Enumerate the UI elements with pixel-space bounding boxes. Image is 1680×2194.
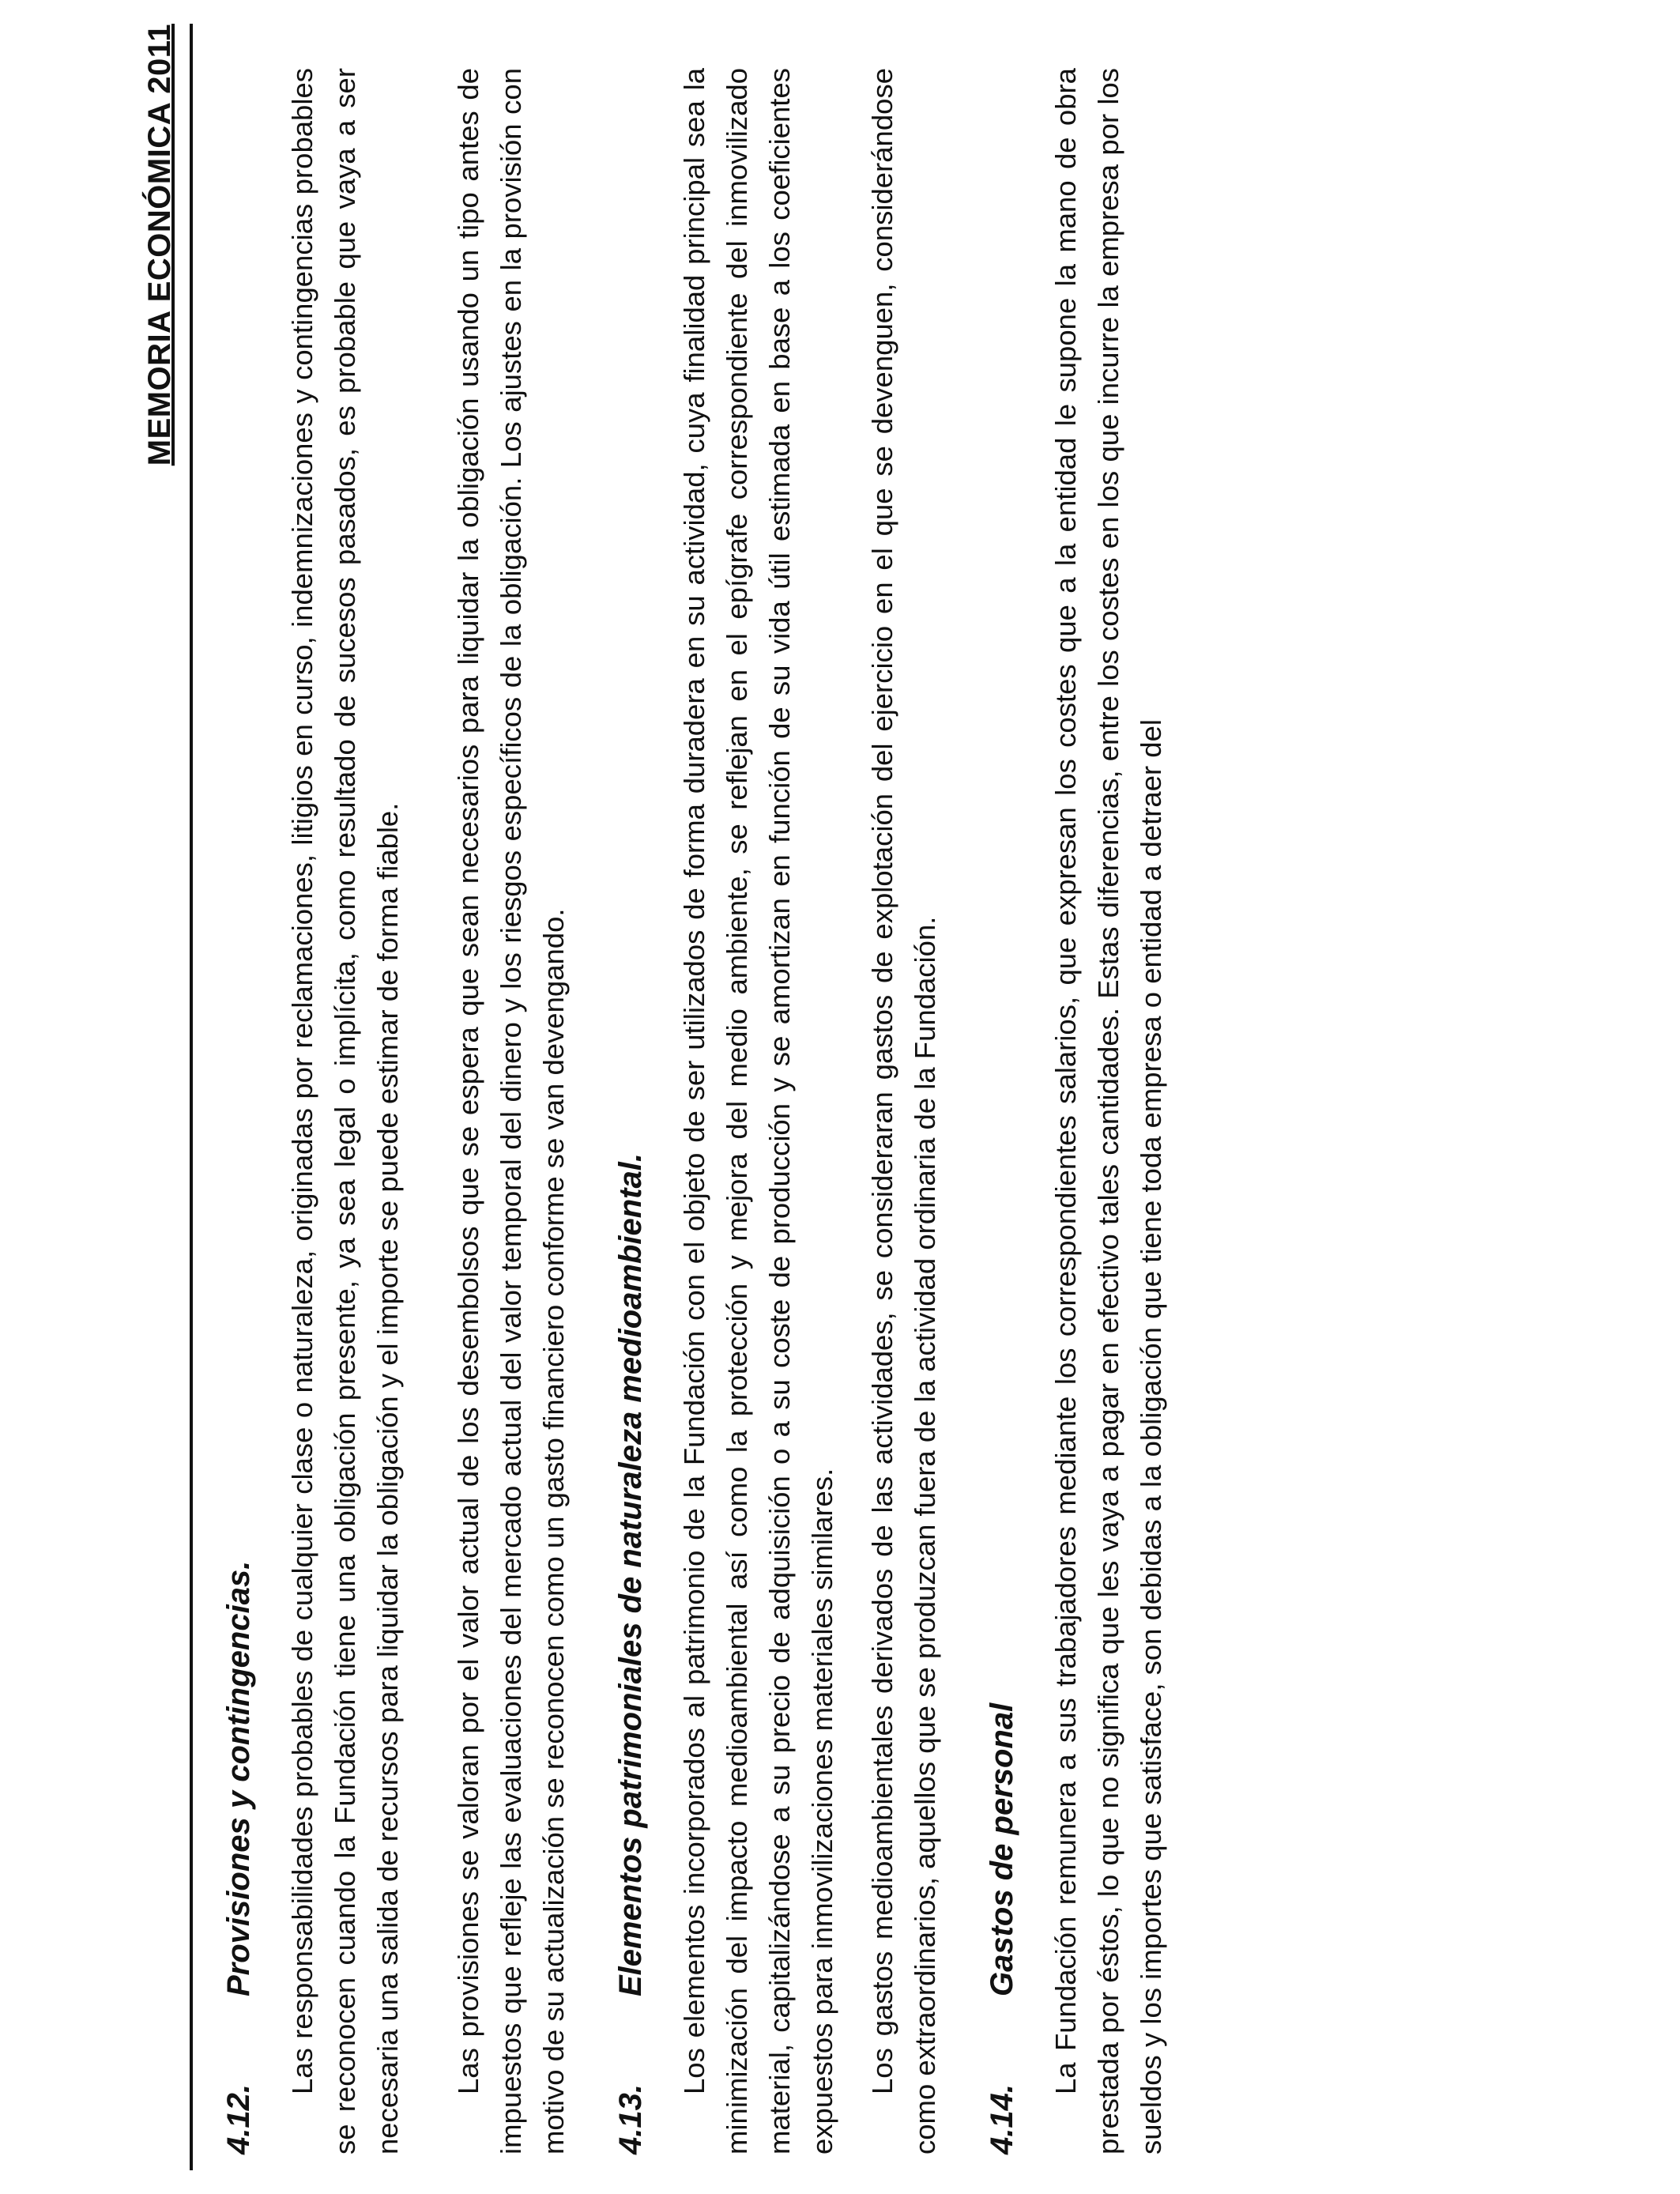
paragraph: Las provisiones se valoran por el valor actual de los desembolsos que se espera que sean necesarios para liquidar la obligación usando un tipo antes de impuestos que refleje las evaluaciones del mercado actual del valor temporal del dinero y los riesgos específicos de la obligación. Los ajustes en la provisión con motivo de su actualización se reconocen como un gasto financiero conforme se van devengando. [452,68,570,2154]
paragraph: Los elementos incorporados al patrimonio de la Fundación con el objeto de ser utilizados de forma duradera en su actividad, cuya finalidad principal sea la minimización del impacto medioambiental así como la protección y mejora del medio ambiente, se reflejan en el epígrafe correspondiente del inmovilizado material, capitalizándose a su precio de adquisición o a su coste de producción y se amortizan en función de su vida útil estimada en base a los coeficientes expuestos para inmovilizaciones materiales similares. [678,68,838,2154]
paragraph: Las responsabilidades probables de cualquier clase o naturaleza, originadas por reclamaciones, litigios en curso, indemnizaciones y contingencias probables se reconocen cuando la Fundación tiene una obligación presente, ya sea legal o implícita, como resultado de sucesos pasados, es probable que vaya a ser necesaria una salida de recursos para liquidar la obligación y el importe se puede estimar de forma fiable. [286,68,404,2154]
header-rule [190,24,193,2170]
section-heading [613,68,653,2154]
section-gastos-personal [985,68,1173,2154]
page-content [221,68,1211,2154]
section-title: Gastos de personal [985,1702,1019,1996]
section-medioambiental [613,68,947,2154]
section-heading [985,68,1024,2154]
paragraph: La Fundación remunera a sus trabajadores mediante los correspondientes salarios, que expresan los costes que a la entidad le supone la mano de obra prestada por éstos, lo que no significa que les vaya a pagar en efectivo tales cantidades. Estas diferencias, entre los costes en los que incurre la empresa por los sueldos y los importes que satisface, son debidas a la obligación que tiene toda empresa o entidad a detraer del [1049,68,1167,2154]
section-title: Provisiones y contingencias. [221,1560,256,1996]
section-number: 4.14. [985,2084,1019,2154]
page-header-title: MEMORIA ECONÓMICA 2011 [142,24,177,466]
section-heading [221,68,261,2154]
section-title: Elementos patrimoniales de naturaleza medioambiental. [613,1153,648,1996]
section-number: 4.12. [221,2084,256,2154]
section-provisiones [221,68,575,2154]
section-number: 4.13. [613,2084,648,2154]
paragraph: Los gastos medioambientales derivados de las actividades, se consideraran gastos de explotación del ejercicio en el que se devenguen, considerándose como extraordinarios, aquellos que se produzcan fuera de la actividad ordinaria de la Fundación. [866,68,941,2154]
